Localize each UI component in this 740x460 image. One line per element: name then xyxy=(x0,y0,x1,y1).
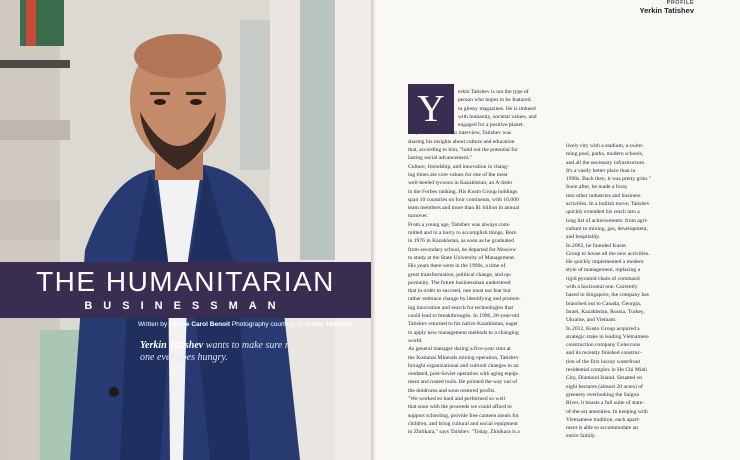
article-line: that, according to him, "hold out the potential for xyxy=(408,147,518,154)
running-head-name: Yerkin Tatishev xyxy=(639,6,694,15)
article-line: the Kostanai Minerals mining operation, Tatishev xyxy=(408,354,519,361)
article-line: entire family. xyxy=(566,433,596,440)
article-line: construction company Coteccons xyxy=(566,342,641,349)
article-line: the doldrums and soon restored profits. xyxy=(408,387,496,394)
article-line: Israel, Kazakhstan, Russia, Turkey, xyxy=(566,308,645,315)
article-line: that soon with the proceeds we could afford to xyxy=(408,404,512,411)
article-line: team members and more than $1 billion in annual xyxy=(408,205,520,212)
article-line: person who hopes to be featured xyxy=(458,97,531,104)
article-headline: THE HUMANITARIAN xyxy=(36,266,335,297)
article-line: ing innovation and search for technologies that xyxy=(408,304,514,311)
article-line: Culture, friendship, and innovation in chang- xyxy=(408,163,509,170)
article-line: strategic stake in leading Vietnamese xyxy=(566,333,649,340)
section-label: PROFILE xyxy=(666,0,694,6)
photographer-name: Yerkin Tatishev xyxy=(304,321,352,328)
article-line: 1990s. Back then, it was pretty grim." xyxy=(566,176,651,183)
article-line: erkin Tatishev is not the type of xyxy=(458,89,529,95)
article-line: and hospitality. xyxy=(566,234,601,241)
article-line: branched out to Canada, Georgia, xyxy=(566,300,642,307)
article-line: eight hectares (almost 20 acres) of xyxy=(566,383,643,390)
article-line: that in order to succeed, one must not fear but xyxy=(408,288,511,295)
article-line: From a young age, Tatishev was always com- xyxy=(408,221,511,228)
article-line: in glossy magazines. He is imbued xyxy=(458,105,536,112)
drop-cap: Y xyxy=(408,84,454,134)
article-line: residential complex in Ho Chi Minh xyxy=(566,367,647,374)
article-line: in 1976 in Kazakhstan, as soon as he graduated xyxy=(408,238,514,245)
article-line: into other industries and business xyxy=(566,192,641,199)
article-credits xyxy=(138,321,368,328)
article-line: based in Singapore, the company has xyxy=(566,292,649,299)
article-line: support schooling, provide free canteen meals for xyxy=(408,412,519,419)
article-line: ment and rusted tools. He pointed the way out of xyxy=(408,379,518,386)
article-line: quickly extended his reach into a xyxy=(566,209,640,216)
article-line: tion of the first luxury waterfront xyxy=(566,358,641,365)
article-line: to study at the State University of Management. xyxy=(408,254,516,261)
article-line: rigid pyramid chain of command xyxy=(566,275,640,282)
article-line: great transformation, political change, and op- xyxy=(408,271,512,278)
article-line: outdated, post-Soviet operation with aging equip- xyxy=(408,371,519,378)
article-line: culture to mining, gas, development, xyxy=(566,225,648,232)
article-line: ing times are core values for one of the most xyxy=(408,171,508,178)
article-line: As general manager during a five-year stint at xyxy=(408,346,511,353)
article-line: His years there were in the 1990s, a time of xyxy=(408,263,506,270)
article-line: children, and bring cultural and social equipment xyxy=(408,420,518,427)
article-line: style of management, replacing a xyxy=(566,267,641,274)
right-page xyxy=(375,0,740,460)
article-line: to Zhitikara," says Tatishev. "Today, Zhitikara is a xyxy=(408,429,520,436)
article-line: portunity. The future businessman understood xyxy=(408,279,511,286)
standfirst xyxy=(140,340,320,364)
article-line: "We worked so hard and performed so well xyxy=(408,395,506,402)
article-subhead: BUSINESSMAN xyxy=(84,300,287,312)
article-line: brought organizational and cultural changes to an xyxy=(408,362,519,369)
article-line: rather embrace change by identifying and promot- xyxy=(408,296,521,303)
article-column-2 xyxy=(566,142,706,441)
article-line: lively city with a stadium, a swim- xyxy=(566,143,644,149)
article-line: and all the necessary infrastructure. xyxy=(566,159,646,166)
author-name: Liliane Carol Benoit xyxy=(168,321,230,328)
article-line: engaged for a positive planet. xyxy=(458,122,525,129)
article-line: Vietnamese tradition, each apart- xyxy=(566,416,640,423)
article-line: In 2002, he founded Kusto xyxy=(566,242,626,249)
article-line: sharing his insights about culture and education xyxy=(408,138,515,145)
article-column-1 xyxy=(408,88,556,436)
article-line: well-heeled tycoons in Kazakhstan, an A-lister xyxy=(408,180,513,187)
article-line: City, Diamond Island. Situated on xyxy=(566,375,643,382)
article-line: of-the-art amenities. In keeping with xyxy=(566,408,648,415)
standfirst-name: Yerkin Tatishev xyxy=(140,340,204,351)
article-line: Tatishev returned to his native Kazakhstan, eager xyxy=(408,321,519,328)
article-line: to apply new management methods to a changing xyxy=(408,329,519,336)
article-line: from secondary school, he departed for Moscow xyxy=(408,246,517,253)
standfirst-text-2: one ever goes hungry. xyxy=(140,352,228,363)
article-line: Ukraine, and Vietnam. xyxy=(566,317,617,324)
article-line: activities. In a bullish move, Tatishev xyxy=(566,201,650,208)
written-by-label: Written by xyxy=(138,321,168,328)
article-line: span 10 countries on four continents, with 10,000 xyxy=(408,196,519,203)
article-line: ment is able to accommodate an xyxy=(566,425,638,432)
article-line: in the Forbes ranking. His Kusto Group holdings xyxy=(408,188,518,195)
article-line: Soon after, he made a foray xyxy=(566,184,628,191)
article-line: mitted and in a hurry to accomplish things. Born xyxy=(408,230,517,237)
title-band xyxy=(0,262,371,318)
article-line: and its recently finished construc- xyxy=(566,350,642,357)
article-line: ming pool, parks, modern schools, xyxy=(566,151,644,158)
article-line: It's a vastly better place than in xyxy=(566,167,636,174)
article-line: world. xyxy=(408,337,423,344)
article-line: with a horizontal one. Currently xyxy=(566,284,638,291)
article-line: lasting social advancement." xyxy=(408,155,472,162)
article-line: could lead to breakthroughs. In 1996, 20-year-old xyxy=(408,313,520,320)
article-line: Only minutes into our interview, Tatishev was xyxy=(408,130,512,137)
article-line: He quickly implemented a modern xyxy=(566,259,644,266)
article-line: greenery overlooking the Saigon xyxy=(566,391,640,398)
article-line: turnover. xyxy=(408,213,429,220)
standfirst-text-1: wants to make sure no xyxy=(205,340,295,351)
article-line: Group to house all the new activities. xyxy=(566,250,650,257)
photo-credit-label: Photography courtesy of xyxy=(231,321,303,328)
article-line: In 2012, Kusto Group acquired a xyxy=(566,325,640,332)
article-line: River, it boasts a full suite of state- xyxy=(566,400,645,407)
article-line: with humanity, societal values, and xyxy=(458,113,537,120)
article-line: long list of achievements: from agri- xyxy=(566,217,648,224)
